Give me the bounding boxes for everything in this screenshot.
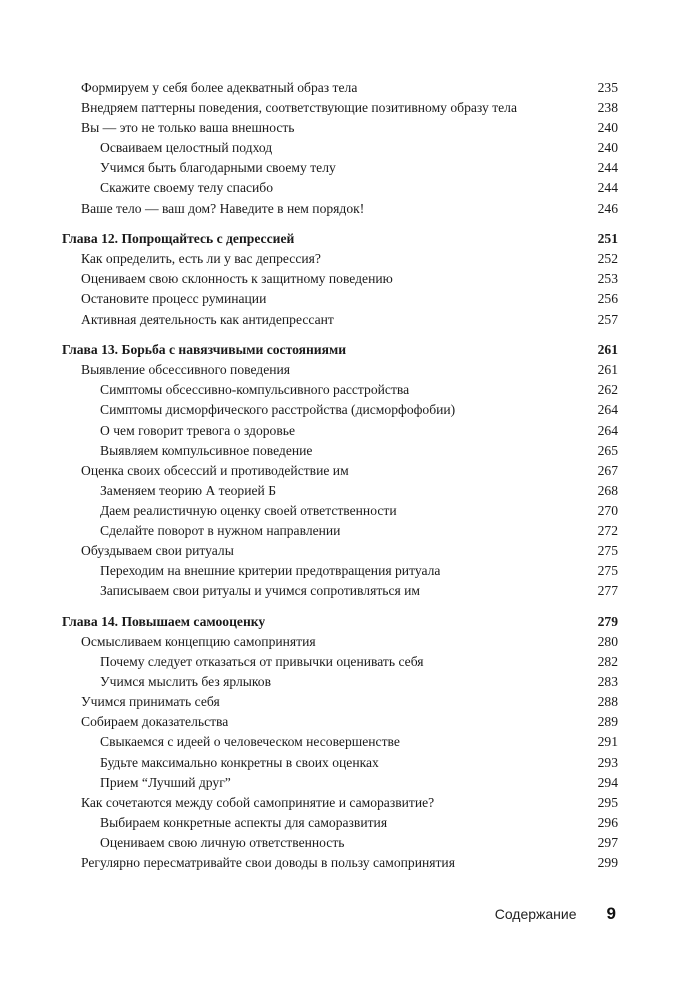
toc-entry: [62, 269, 618, 289]
toc-entry-page: 246: [597, 200, 618, 216]
toc-entry-page: 257: [597, 311, 618, 327]
toc-entry: [62, 652, 618, 672]
toc-entry: [62, 501, 618, 521]
section-gap: [62, 219, 618, 230]
toc-entry-title: Будьте максимально конкретны в своих оценках: [100, 754, 379, 770]
toc-entry-page: 294: [597, 774, 618, 790]
toc-entry-title: Заменяем теорию А теорией Б: [100, 482, 277, 498]
toc-entry: [62, 581, 618, 601]
toc-entry: [62, 441, 618, 461]
toc-entry-title: Учимся мыслить без ярлыков: [100, 674, 272, 690]
toc-entry-title: О чем говорит тревога о здоровье: [100, 422, 295, 438]
toc-entry: [62, 380, 618, 400]
toc-entry: [62, 853, 618, 873]
toc-entry-title: Глава 12. Попрощайтесь с депрессией: [62, 231, 295, 247]
toc-entry-page: 265: [597, 442, 618, 458]
toc-entry-title: Выявление обсессивного поведения: [81, 362, 291, 378]
toc-entry: [62, 158, 618, 178]
toc-entry-page: 244: [597, 160, 618, 176]
toc-entry-title: Как сочетаются между собой самопринятие и саморазвитие?: [81, 794, 435, 810]
toc-entry-page: 267: [597, 462, 618, 478]
toc-entry-title: Учимся быть благодарными своему телу: [100, 160, 336, 176]
toc-entry: [62, 753, 618, 773]
toc-entry: [62, 360, 618, 380]
toc-entry-page: 262: [597, 382, 618, 398]
toc-entry-page: 297: [597, 834, 618, 850]
toc-entry-page: 275: [597, 563, 618, 579]
toc-entry-page: 256: [597, 291, 618, 307]
toc-entry-title: Оцениваем свою склонность к защитному поведению: [81, 271, 393, 287]
toc-entry-page: 296: [597, 814, 618, 830]
toc-entry: [62, 421, 618, 441]
toc-entry-page: 264: [597, 422, 618, 438]
toc-entry-page: 289: [597, 714, 618, 730]
toc-entry-title: Оцениваем свою личную ответственность: [100, 834, 345, 850]
toc-entry-page: 261: [597, 342, 618, 358]
toc-entry-page: 293: [597, 754, 618, 770]
toc-entry-page: 252: [597, 251, 618, 267]
toc-entry-title: Скажите своему телу спасибо: [100, 180, 274, 196]
toc-entry: [62, 178, 618, 198]
toc-entry-page: 282: [597, 654, 618, 670]
toc-entry-title: Осмысливаем концепцию самопринятия: [81, 633, 316, 649]
toc-entry-page: 275: [597, 543, 618, 559]
toc-entry: [62, 632, 618, 652]
toc-entry: [62, 310, 618, 330]
toc-entry-page: 299: [597, 854, 618, 870]
toc-entry-title: Даем реалистичную оценку своей ответственности: [100, 502, 397, 518]
toc-entry: [62, 249, 618, 269]
toc-entry: [62, 833, 618, 853]
section-gap: [62, 601, 618, 612]
toc-entry: [62, 672, 618, 692]
toc-entry-title: Сделайте поворот в нужном направлении: [100, 522, 341, 538]
toc-entry: [62, 712, 618, 732]
toc-entry-title: Активная деятельность как антидепрессант: [81, 311, 334, 327]
toc-entry-title: Переходим на внешние критерии предотвращения ритуала: [100, 563, 441, 579]
toc-entry-title: Почему следует отказаться от привычки оценивать себя: [100, 654, 424, 670]
toc-entry: [62, 400, 618, 420]
toc-entry-title: Симптомы дисморфического расстройства (дисморфофобии): [100, 402, 456, 418]
toc-entry-title: Формируем у себя более адекватный образ тела: [81, 80, 358, 95]
toc-chapter-heading: [62, 612, 618, 632]
toc-entry-title: Записываем свои ритуалы и учимся сопротивляться им: [100, 583, 421, 599]
toc-entry-page: 268: [597, 482, 618, 498]
toc-entry-page: 283: [597, 674, 618, 690]
toc-entry: [62, 78, 618, 98]
toc-entry-title: Выбираем конкретные аспекты для саморазвития: [100, 814, 388, 830]
toc-entry: [62, 118, 618, 138]
page-footer: [495, 904, 616, 924]
toc-entry-title: Прием “Лучший друг”: [100, 774, 231, 790]
toc-entry: [62, 813, 618, 833]
page-number: 9: [606, 904, 616, 923]
toc-entry: [62, 289, 618, 309]
toc-entry-title: Обуздываем свои ритуалы: [81, 543, 234, 559]
toc-entry-page: 235: [597, 80, 618, 95]
toc-entry-title: Регулярно пересматривайте свои доводы в пользу самопринятия: [81, 854, 455, 870]
toc-chapter-heading: [62, 229, 618, 249]
toc-entry: [62, 541, 618, 561]
toc-entry: [62, 98, 618, 118]
toc-entry-title: Как определить, есть ли у вас депрессия?: [81, 251, 321, 267]
toc-entry: [62, 793, 618, 813]
toc-entry: [62, 199, 618, 219]
toc-entry-page: 291: [597, 734, 618, 750]
toc-entry: [62, 692, 618, 712]
toc-entry: [62, 561, 618, 581]
toc-entry-page: 264: [597, 402, 618, 418]
toc-chapter-heading: [62, 340, 618, 360]
toc-entry: [62, 481, 618, 501]
toc-entry-title: Симптомы обсессивно-компульсивного расстройства: [100, 382, 410, 398]
toc-entry-page: 240: [597, 120, 618, 136]
toc-entry: [62, 461, 618, 481]
toc-entry-title: Вы — это не только ваша внешность: [81, 120, 295, 136]
toc-entry-page: 240: [597, 140, 618, 156]
toc-entry-page: 238: [597, 100, 618, 116]
toc-entry-title: Глава 13. Борьба с навязчивыми состояниями: [62, 342, 347, 358]
toc-entry-title: Остановите процесс руминации: [81, 291, 267, 307]
toc-entry-title: Ваше тело — ваш дом? Наведите в нем порядок!: [81, 200, 365, 216]
toc-entry-title: Собираем доказательства: [81, 714, 229, 730]
toc-entry-title: Оценка своих обсессий и противодействие им: [81, 462, 349, 478]
toc-entry-title: Выявляем компульсивное поведение: [100, 442, 313, 458]
table-of-contents: [62, 78, 618, 873]
toc-entry-page: 288: [597, 694, 618, 710]
toc-entry: [62, 138, 618, 158]
section-gap: [62, 330, 618, 341]
toc-entry-page: 279: [597, 613, 618, 629]
running-footer-label: Содержание: [494, 906, 577, 922]
toc-entry-page: 277: [597, 583, 618, 599]
toc-entry-page: 270: [597, 502, 618, 518]
toc-entry-title: Учимся принимать себя: [81, 694, 220, 710]
toc-entry-title: Глава 14. Повышаем самооценку: [62, 613, 266, 629]
toc-entry-page: 253: [597, 271, 618, 287]
toc-entry-page: 272: [597, 522, 618, 538]
toc-entry-page: 244: [597, 180, 618, 196]
toc-entry-title: Осваиваем целостный подход: [100, 140, 273, 156]
toc-entry-title: Внедряем паттерны поведения, соответствующие позитивному образу тела: [81, 100, 517, 116]
toc-entry-title: Свыкаемся с идеей о человеческом несовершенстве: [100, 734, 400, 750]
toc-entry-page: 295: [597, 794, 618, 810]
toc-entry: [62, 521, 618, 541]
toc-entry-page: 261: [597, 362, 618, 378]
toc-entry: [62, 732, 618, 752]
toc-entry: [62, 773, 618, 793]
toc-entry-page: 280: [597, 633, 618, 649]
toc-entry-page: 251: [597, 231, 618, 247]
